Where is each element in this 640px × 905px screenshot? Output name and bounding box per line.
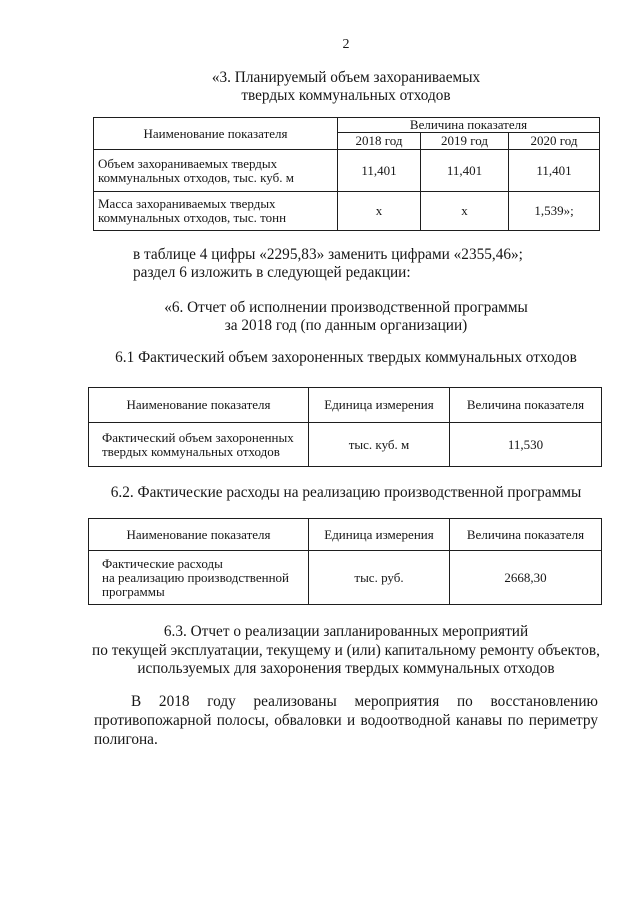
row-value-cell: 11,401 — [421, 150, 509, 192]
planned-volume-table — [93, 117, 600, 231]
section-3-heading-line: твердых коммунальных отходов — [241, 87, 451, 104]
row-indicator-name-line: на реализацию производственной — [102, 569, 290, 585]
table-header-row — [89, 388, 602, 423]
subsection-6-1-title — [52, 349, 640, 367]
row-unit-cell: тыс. руб. — [309, 551, 450, 605]
column-header-value: Величина показателя — [450, 519, 602, 551]
column-header-indicator-name: Наименование показателя — [94, 118, 338, 150]
row-indicator-name-line: твердых коммунальных отходов — [102, 443, 280, 459]
table-row — [94, 150, 600, 192]
row-value-cell: 11,401 — [509, 150, 600, 192]
paragraph-line: полигона. — [94, 731, 158, 748]
row-value-cell: 11,530 — [450, 423, 602, 467]
section-3-heading-line: «3. Планируемый объем захораниваемых — [211, 69, 481, 86]
subsection-title-line: используемых для захоронения твердых коммунальных отходов — [137, 660, 555, 677]
subsection-title-line: 6.1 Фактический объем захороненных твердых коммунальных отходов — [115, 349, 577, 366]
paragraph-line: противопожарной полосы, обваловки и водоотводной канавы по периметру — [94, 712, 598, 729]
column-header-indicator-name: Наименование показателя — [89, 519, 309, 551]
row-value-cell: 11,401 — [338, 150, 421, 192]
amendment-instructions — [133, 246, 523, 282]
section-6-heading-line: за 2018 год (по данным организации) — [224, 317, 468, 334]
paragraph-line: В 2018 году реализованы мероприятия по восстановлению — [131, 693, 598, 710]
actual-expenses-table — [88, 518, 602, 605]
subsection-title-line: 6.2. Фактические расходы на реализацию производственной программы — [110, 484, 582, 501]
section-6-heading — [52, 299, 640, 335]
table-row — [89, 423, 602, 467]
row-indicator-name-line: коммунальных отходов, тыс. тонн — [98, 210, 287, 225]
column-header-value: Величина показателя — [450, 388, 602, 423]
column-header-year: 2019 год — [421, 133, 509, 150]
row-indicator-name — [94, 192, 338, 231]
row-indicator-name — [89, 551, 309, 605]
row-value-cell: 1,539»; — [509, 192, 600, 231]
row-indicator-name — [94, 150, 338, 192]
table-row — [89, 551, 602, 605]
column-header-unit: Единица измерения — [309, 388, 450, 423]
actual-volume-table — [88, 387, 602, 467]
row-indicator-name-line: коммунальных отходов, тыс. куб. м — [98, 169, 294, 185]
instruction-line: раздел 6 изложить в следующей редакции: — [133, 264, 411, 281]
subsection-title-line: 6.3. Отчет о реализации запланированных мероприятий — [163, 623, 529, 640]
row-value-cell: х — [338, 192, 421, 231]
column-header-year: 2018 год — [338, 133, 421, 150]
row-value-cell: 2668,30 — [450, 551, 602, 605]
row-indicator-name-line: Объем захораниваемых твердых — [98, 155, 278, 171]
row-indicator-name-line: программы — [102, 583, 165, 599]
row-indicator-name-line: Фактический объем захороненных — [102, 429, 294, 445]
row-indicator-name-line: Фактические расходы — [102, 555, 223, 571]
row-unit-cell: тыс. куб. м — [309, 423, 450, 467]
table-header-row — [89, 519, 602, 551]
column-header-indicator-name: Наименование показателя — [89, 388, 309, 423]
table-row — [94, 192, 600, 231]
section-6-heading-line: «6. Отчет об исполнении производственной программы — [164, 299, 528, 316]
row-indicator-name — [89, 423, 309, 467]
row-indicator-name-line: Масса захораниваемых твердых — [98, 196, 276, 211]
row-value-cell: х — [421, 192, 509, 231]
section-3-heading — [52, 69, 640, 105]
subsection-6-2-title — [52, 484, 640, 502]
column-header-year: 2020 год — [509, 133, 600, 150]
column-header-value-group: Величина показателя — [338, 118, 600, 133]
instruction-line: в таблице 4 цифры «2295,83» заменить цифрами «2355,46»; — [133, 246, 523, 263]
subsection-title-line: по текущей эксплуатации, текущему и (или) капитальному ремонту объектов, — [92, 641, 600, 659]
table-header-row — [94, 118, 600, 133]
page-number: 2 — [342, 37, 350, 52]
subsection-6-3-title — [52, 623, 640, 679]
column-header-unit: Единица измерения — [309, 519, 450, 551]
report-paragraph — [94, 692, 598, 749]
